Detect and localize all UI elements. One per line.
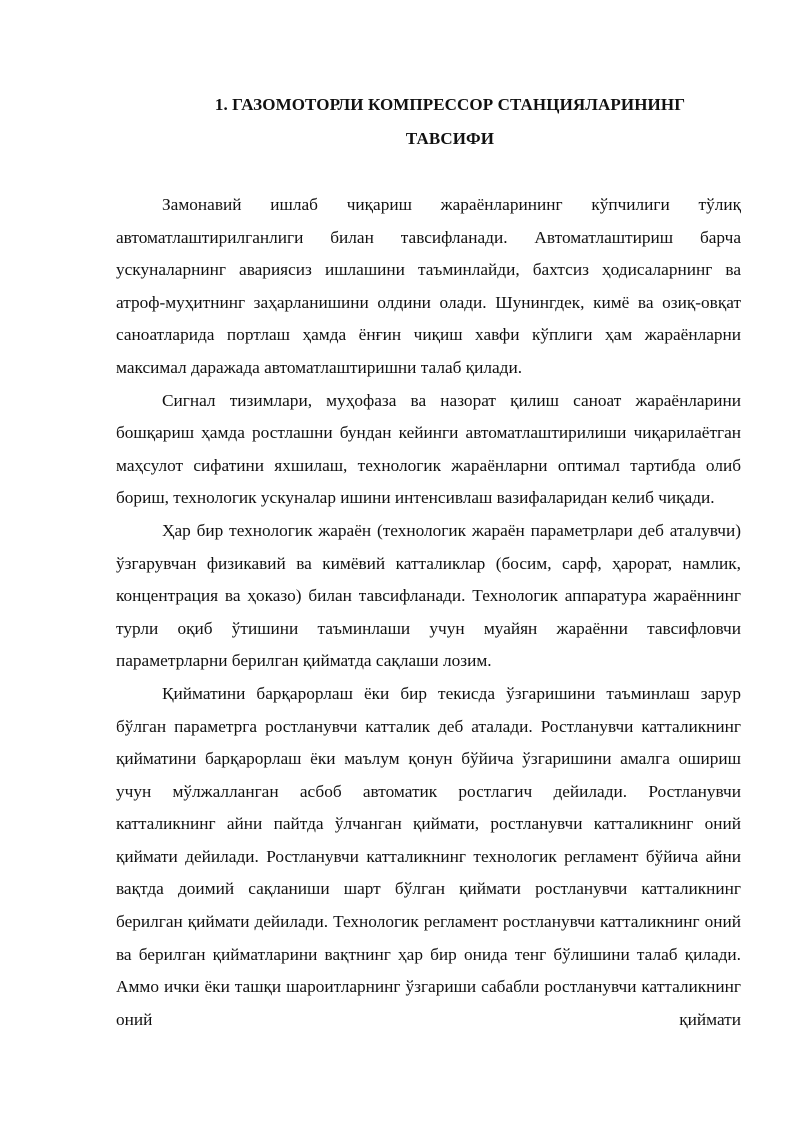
- section-heading: [150, 88, 750, 156]
- paragraph-automation-overview: Замонавий ишлаб чиқариш жараёнларининг кўпчилиги тўлиқ автоматлаштирилганлиги билан тавсифланади. Автоматлаштириш барча ускуналарнинг авариясиз ишлашини таъминлайди, бахтсиз ҳодисаларнинг ва атроф-муҳитнинг заҳарланишини олдини олади. Шунингдек, кимё ва озиқ-овқат саноатларида портлаш ҳамда ёнғин чиқиш хавфи кўплиги ҳам жараёнларни максимал даражада автоматлаштиришни талаб қилади.: [116, 195, 741, 377]
- section-heading-line-1: 1. ГАЗОМОТОРЛИ КОМПРЕССОР СТАНЦИЯЛАРИНИНГ: [214, 95, 686, 114]
- paragraph-control-systems: Сигнал тизимлари, муҳофаза ва назорат қилиш саноат жараёнларини бошқариш ҳамда ростлашни бундан кейинги автоматлаштирилиши чиқарилаётган маҳсулот сифатини яхшилаш, технологик жараёнларни оптимал тартибда олиб бориш, технологик ускуналар ишини интенсивлаш вазифаларидан келиб чиқади.: [116, 390, 741, 508]
- body-text: [116, 189, 741, 1036]
- paragraph-controlled-variable: Қийматини барқарорлаш ёки бир текисда ўзгаришини таъминлаш зарур бўлган параметрга ростланувчи катталик деб аталади. Ростланувчи катталикнинг қийматини барқарорлаш ёки маълум қонун бўйича ўзгаришини амалга ошириш учун мўлжалланган асбоб автоматик ростлагич дейилади. Ростланувчи катталикнинг айни пайтда ўлчанган қиймати, ростланувчи катталикнинг оний қиймати дейилади. Ростланувчи катталикнинг технологик регламент бўйича айни вақтда доимий сақланиши шарт бўлган қиймати ростланувчи катталикнинг берилган қиймати дейилади. Технологик регламент ростланувчи катталикнинг оний ва берилган қийматларини вақтнинг ҳар бир онида тенг бўлишини талаб қилади. Аммо ички ёки ташқи шароитларнинг ўзгариши сабабли ростланувчи катталикнинг оний қиймати: [116, 683, 741, 1029]
- paragraph-process-parameters: Ҳар бир технологик жараён (технологик жараён параметрлари деб аталувчи) ўзгарувчан физикавий ва кимёвий катталиклар (босим, сарф, ҳарорат, намлик, концентрация ва ҳоказо) билан тавсифланади. Технологик аппаратура жараённинг турли оқиб ўтишини таъминлаши учун муайян жараённи тавсифловчи параметрларни берилган қийматда сақлаши лозим.: [116, 520, 741, 671]
- section-heading-line-2: ТАВСИФИ: [405, 129, 495, 148]
